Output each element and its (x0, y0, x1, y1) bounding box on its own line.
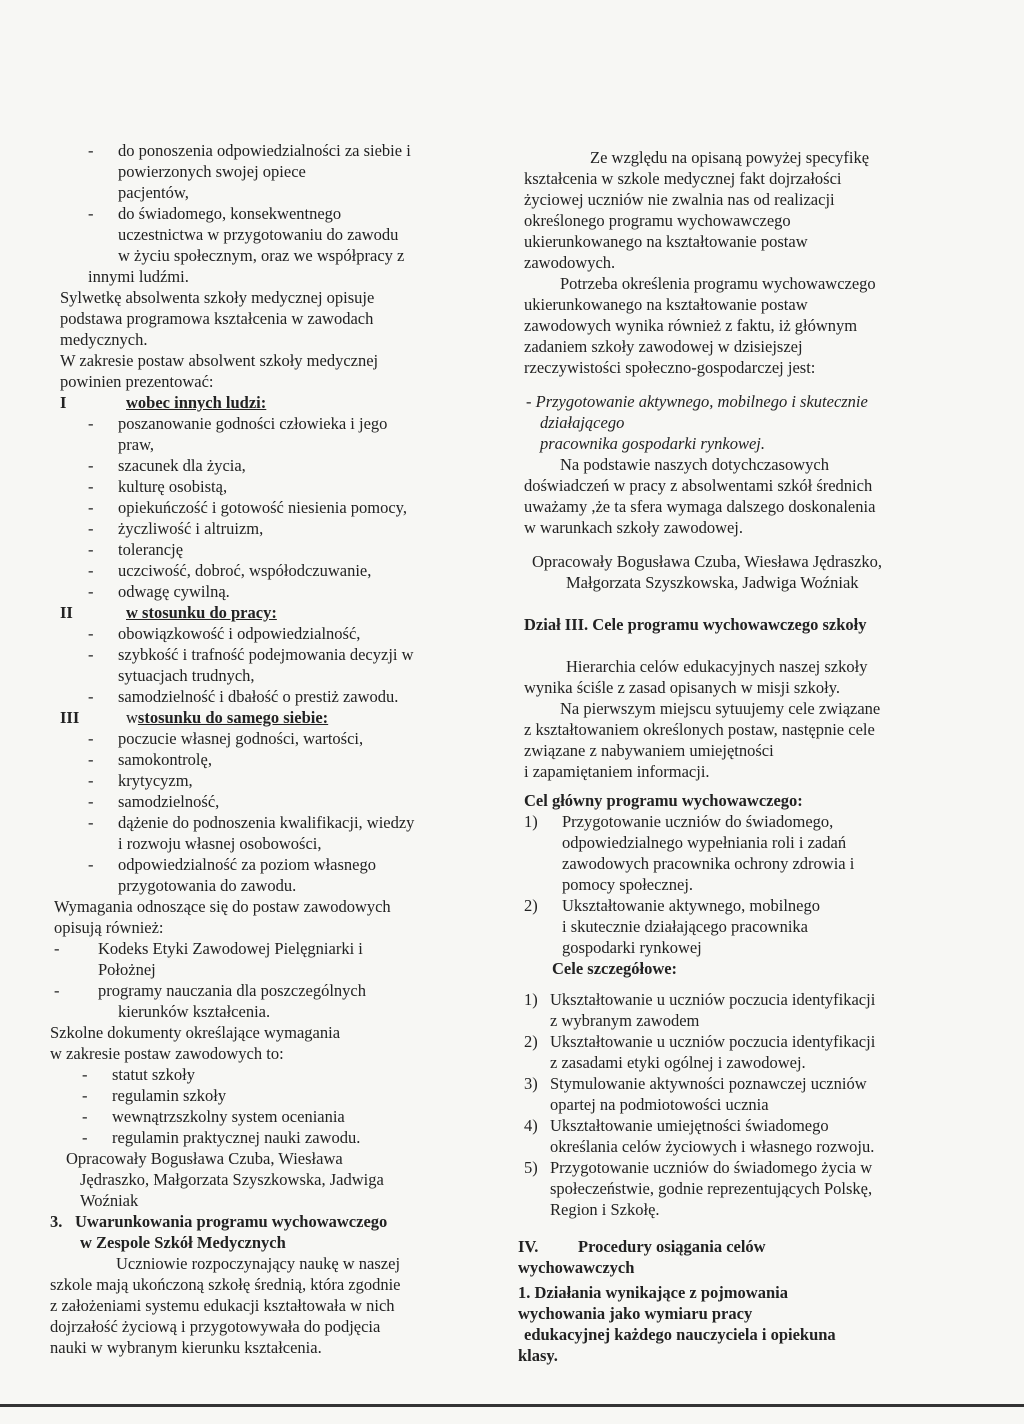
list-item: - uczciwość, dobroć, współodczuwanie, (88, 561, 372, 580)
list-item-continuation: innymi ludźmi. (88, 267, 189, 286)
paragraph-line: Uczniowie rozpoczynający naukę w naszej (116, 1254, 401, 1273)
paragraph-line: opisują również: (54, 918, 164, 937)
list-item-continuation: powierzonych swojej opiece (118, 162, 306, 181)
list-item: - tolerancję (88, 540, 184, 559)
list-item-continuation: uczestnictwa w przygotowaniu do zawodu (118, 225, 399, 244)
goal-item: 4) Ukształtowanie umiejętności świadomego (524, 1116, 829, 1135)
detailed-goals-heading: Cele szczegółowe: (552, 959, 678, 978)
paragraph-line: nauki w wybranym kierunku kształcenia. (50, 1338, 322, 1357)
goal-item: 3) Stymulowanie aktywności poznawczej uczniów (524, 1074, 867, 1093)
paragraph-line: Sylwetkę absolwenta szkoły medycznej opisuje (60, 288, 375, 307)
section-title: IV. Procedury osiągania celów (518, 1237, 766, 1256)
paragraph-line: z założeniami systemu edukacji kształtowała w nich (50, 1296, 395, 1315)
list-item: - krytycyzm, (88, 771, 193, 790)
list-item: - statut szkoły (82, 1065, 195, 1084)
list-item: - samodzielność i dbałość o prestiż zawodu. (88, 687, 399, 706)
paragraph-line: Na podstawie naszych dotychczasowych (560, 455, 829, 474)
list-item: - odwagę cywilną. (88, 582, 230, 601)
section-title: 3. Uwarunkowania programu wychowawczego (50, 1212, 388, 1231)
list-item: - dążenie do podnoszenia kwalifikacji, wiedzy (88, 813, 415, 832)
goal-item-continuation: z wybranym zawodem (550, 1011, 700, 1030)
list-item: - obowiązkowość i odpowiedzialność, (88, 624, 361, 643)
section-heading: III wstosunku do samego siebie: (60, 708, 329, 727)
subsection-title: 1. Działania wynikające z pojmowania (518, 1283, 788, 1302)
section-title-continuation: wychowawczych (518, 1258, 635, 1277)
list-item: - poczucie własnej godności, wartości, (88, 729, 364, 748)
paragraph-line: w warunkach szkoły zawodowej. (524, 518, 744, 537)
paragraph-line: W zakresie postaw absolwent szkoły medycznej (60, 351, 379, 370)
list-item-continuation: Położnej (98, 960, 156, 979)
goal-item: 5) Przygotowanie uczniów do świadomego życia w (524, 1158, 873, 1177)
main-goal-heading: Cel główny programu wychowawczego: (524, 791, 803, 810)
paragraph-line: życiowej uczniów nie zwalnia nas od realizacji (524, 190, 835, 209)
authors-line: Małgorzata Szyszkowska, Jadwiga Woźniak (566, 573, 859, 592)
goal-item-continuation: z zasadami etyki ogólnej i zawodowej. (550, 1053, 806, 1072)
list-item: - samokontrolę, (88, 750, 212, 769)
paragraph-line: Na pierwszym miejscu sytuujemy cele związane (560, 699, 881, 718)
paragraph-line: uważamy ,że ta sfera wymaga dalszego doskonalenia (524, 497, 876, 516)
list-item: - regulamin praktycznej nauki zawodu. (82, 1128, 361, 1147)
paragraph-line: Ze względu na opisaną powyżej specyfikę (590, 148, 870, 167)
goal-item-continuation: Region i Szkołę. (550, 1200, 660, 1219)
goal-item-continuation: opartej na podmiotowości ucznia (550, 1095, 769, 1114)
goal-item-continuation: zawodowych pracownika ochrony zdrowia i (562, 854, 855, 873)
right-column (518, 147, 944, 1366)
list-item: - kulturę osobistą, (88, 477, 228, 496)
paragraph-line: szkole mają ukończoną szkołę średnią, która zgodnie (50, 1275, 401, 1294)
paragraph-line: podstawa programowa kształcenia w zawodach (60, 309, 374, 328)
italic-item-continuation: pracownika gospodarki rynkowej. (540, 434, 766, 453)
list-item: - do ponoszenia odpowiedzialności za siebie i (88, 141, 411, 160)
list-item: - opiekuńczość i gotowość niesienia pomocy, (88, 498, 407, 517)
list-item: - szybkość i trafność podejmowania decyzji w (88, 645, 414, 664)
list-item-continuation: przygotowania do zawodu. (118, 876, 297, 895)
paragraph-line: określonego programu wychowawczego (524, 211, 791, 230)
italic-item-continuation: działającego (540, 413, 625, 432)
paragraph-line: zawodowych. (524, 253, 616, 272)
paragraph-line: i zapamiętaniem informacji. (524, 762, 710, 781)
paragraph-line: rzeczywistości społeczno-gospodarczej jest: (524, 358, 816, 377)
list-item: - samodzielność, (88, 792, 220, 811)
paragraph-line: kształcenia w szkole medycznej fakt dojrzałości (524, 169, 842, 188)
paragraph-line: dojrzałość życiową i przygotowywała do podjęcia (50, 1317, 381, 1336)
list-item: - do świadomego, konsekwentnego (88, 204, 342, 223)
authors-line: Woźniak (80, 1191, 139, 1210)
goal-item-continuation: odpowiedzialnego wypełniania roli i zadań (562, 833, 847, 852)
list-item-continuation: w życiu społecznym, oraz we współpracy z (118, 246, 405, 265)
goal-item: 2) Ukształtowanie aktywnego, mobilnego (524, 896, 820, 915)
paragraph-line: ukierunkowanego na kształtowanie postaw (524, 232, 808, 251)
list-item: - szacunek dla życia, (88, 456, 246, 475)
section-title-continuation: w Zespole Szkół Medycznych (80, 1233, 286, 1252)
paragraph-line: związane z nabywaniem umiejętności (524, 741, 774, 760)
list-item: - Kodeks Etyki Zawodowej Pielęgniarki i (54, 939, 363, 958)
list-item: - wewnątrzszkolny system oceniania (82, 1107, 345, 1126)
paragraph-line: Wymagania odnoszące się do postaw zawodowych (54, 897, 391, 916)
page-bottom-edge (0, 1404, 1024, 1407)
paragraph-line: doświadczeń w pracy z absolwentami szkół średnich (524, 476, 873, 495)
goal-item-continuation: społeczeństwie, godnie reprezentujących Polskę, (550, 1179, 873, 1198)
section-heading: Dział III. Cele programu wychowawczego szkoły (524, 615, 867, 634)
left-column (50, 140, 462, 1358)
list-item: - poszanowanie godności człowieka i jego (88, 414, 388, 433)
section-heading: II w stosunku do pracy: (60, 603, 277, 622)
paragraph-line: z kształtowaniem określonych postaw, następnie cele (524, 720, 875, 739)
authors-line: Opracowały Bogusława Czuba, Wiesława (66, 1149, 343, 1168)
goal-item: 2) Ukształtowanie u uczniów poczucia identyfikacji (524, 1032, 876, 1051)
list-item-continuation: pacjentów, (118, 183, 189, 202)
list-item-continuation: kierunków kształcenia. (118, 1002, 271, 1021)
authors-line: Jędraszko, Małgorzata Szyszkowska, Jadwiga (80, 1170, 384, 1189)
list-item-continuation: praw, (118, 435, 155, 454)
authors-line: Opracowały Bogusława Czuba, Wiesława Jędraszko, (532, 552, 883, 571)
goal-item-continuation: i skutecznie działającego pracownika (562, 917, 809, 936)
list-item: - regulamin szkoły (82, 1086, 227, 1105)
paragraph-line: wynika ściśle z zasad opisanych w misji szkoły. (524, 678, 841, 697)
goal-item-continuation: pomocy społecznej. (562, 875, 694, 894)
paragraph-line: Szkolne dokumenty określające wymagania (50, 1023, 341, 1042)
paragraph-line: medycznych. (60, 330, 148, 349)
paragraph-line: Potrzeba określenia programu wychowawczego (560, 274, 876, 293)
paragraph-line: powinien prezentować: (60, 372, 214, 391)
paragraph-line: w zakresie postaw zawodowych to: (50, 1044, 284, 1063)
list-item: - programy nauczania dla poszczególnych (54, 981, 367, 1000)
section-heading: I wobec innych ludzi: (60, 393, 267, 412)
goal-item: 1) Ukształtowanie u uczniów poczucia identyfikacji (524, 990, 876, 1009)
goal-item-continuation: określania celów życiowych i własnego rozwoju. (550, 1137, 875, 1156)
paragraph-line: zadaniem szkoły zawodowej w dzisiejszej (524, 337, 803, 356)
goal-item: 1) Przygotowanie uczniów do świadomego, (524, 812, 834, 831)
list-item: - odpowiedzialność za poziom własnego (88, 855, 376, 874)
subsection-title: wychowania jako wymiaru pracy (518, 1304, 753, 1323)
subsection-title: edukacyjnej każdego nauczyciela i opiekuna (524, 1325, 836, 1344)
list-item-continuation: i rozwoju własnej osobowości, (118, 834, 322, 853)
subsection-title: klasy. (518, 1346, 558, 1365)
goal-item-continuation: gospodarki rynkowej (562, 938, 702, 957)
paragraph-line: Hierarchia celów edukacyjnych naszej szkoły (566, 657, 868, 676)
list-item-continuation: sytuacjach trudnych, (118, 666, 255, 685)
list-item: - życzliwość i altruizm, (88, 519, 264, 538)
paragraph-line: zawodowych wynika również z faktu, iż głównym (524, 316, 858, 335)
italic-item: - Przygotowanie aktywnego, mobilnego i skutecznie (526, 392, 868, 411)
paragraph-line: ukierunkowanego na kształtowanie postaw (524, 295, 808, 314)
